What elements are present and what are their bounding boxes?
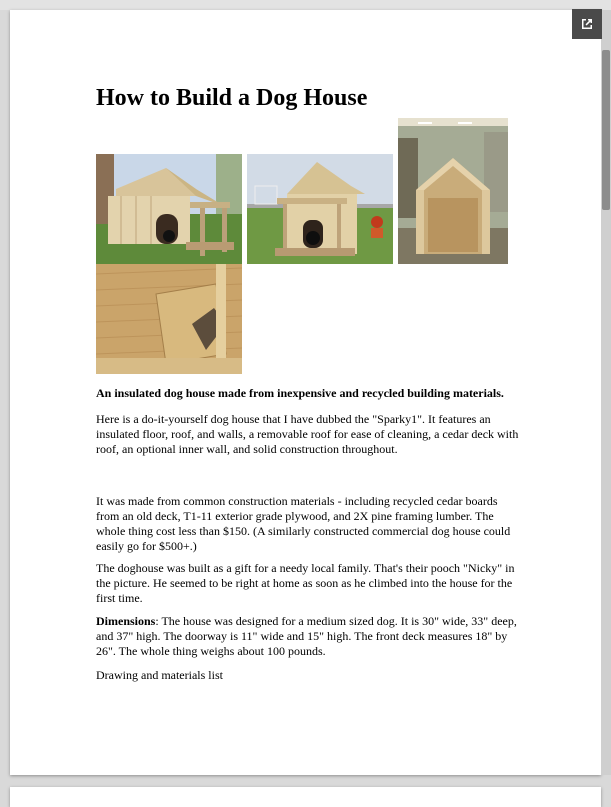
document-page — [10, 10, 601, 775]
viewer-top-bar — [0, 0, 611, 10]
drawing-materials-link[interactable]: Drawing and materials list — [96, 668, 223, 682]
next-page-edge — [10, 787, 601, 807]
dog-house-front-photo — [96, 154, 242, 264]
materials-paragraph: It was made from common construction materials - including recycled cedar boards from an old deck, T1-11 exterior grade plywood, and 2X pine framing lumber. The whole thing cost less than $150. (A similarly constructed commercial dog house could easily go for $500+.) — [96, 494, 511, 553]
popout-button[interactable] — [572, 9, 602, 39]
vertical-scrollbar[interactable] — [601, 10, 611, 775]
dimensions-text: : The house was designed for a medium sized dog. It is 30" wide, 33" deep, and 37" high. The doorway is 11" wide and 15" high. The front deck measures 18" by 26". The whole thing weighs about 100 pounds. — [96, 614, 517, 658]
intro-paragraph: Here is a do-it-yourself dog house that I have dubbed the "Sparky1". It features an insulated floor, roof, and walls, a removable roof for ease of cleaning, a cedar deck with roof, an optional inner wall, and solid construction throughout. — [96, 412, 519, 456]
dog-house-roof-closeup-photo — [96, 264, 242, 374]
dog-house-frame-photo — [398, 118, 508, 264]
open-in-new-window-icon — [579, 16, 595, 32]
page-title: How to Build a Dog House — [96, 85, 368, 111]
dimensions-paragraph — [96, 614, 521, 659]
dog-house-side-photo — [247, 154, 393, 264]
scrollbar-thumb[interactable] — [602, 50, 610, 210]
article-subtitle: An insulated dog house made from inexpensive and recycled building materials. — [96, 386, 504, 400]
story-paragraph: The doghouse was built as a gift for a needy local family. That's their pooch "Nicky" in the picture. He seemed to be right at home as soon as he climbed into the house for the first time. — [96, 561, 515, 605]
dimensions-label: Dimensions — [96, 614, 156, 628]
